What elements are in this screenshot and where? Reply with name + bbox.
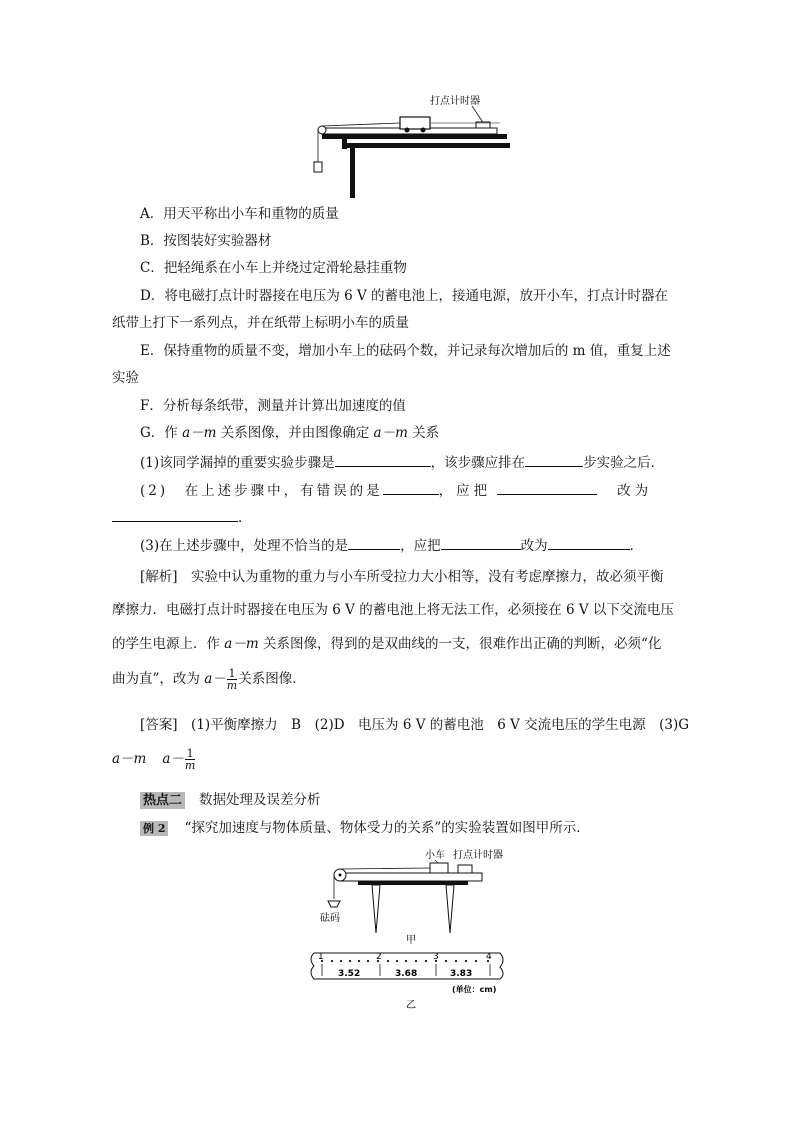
string-2h — [340, 868, 430, 869]
tape-dot — [475, 960, 477, 962]
q2-text-a: (2) 在上述步骤中，有错误的是 — [140, 483, 383, 499]
analysis-variable: a－ — [204, 671, 226, 687]
pulley — [318, 126, 326, 134]
tape-dot — [331, 960, 333, 962]
apparatus-figure-2 — [300, 845, 520, 1015]
tape-unit: (单位：cm) — [452, 985, 497, 994]
q3-answer-blank-3[interactable] — [548, 535, 630, 550]
timer-2 — [458, 865, 472, 873]
table-leg-right — [446, 885, 454, 933]
q3-text-b: ，应把 — [400, 538, 441, 554]
q2-text-b: ，应把 — [438, 483, 492, 499]
tape-dot — [367, 960, 369, 962]
analysis-line-3 — [112, 635, 661, 653]
tape-point-3: 3 — [433, 952, 439, 962]
hotspot-tag: 热点二 — [140, 792, 185, 809]
cart — [400, 117, 430, 129]
answer-line-2 — [112, 748, 196, 771]
q1-text-a: (1)该同学漏掉的重要实验步骤是 — [140, 455, 335, 471]
q2-answer-blank-2[interactable] — [497, 480, 597, 495]
q1-text-c: 步实验之后． — [583, 455, 665, 471]
q1-answer-blank-1[interactable] — [335, 452, 431, 467]
fraction-numerator: 1 — [228, 667, 236, 680]
step-c: C．把轻绳系在小车上并绕过定滑轮悬挂重物 — [140, 260, 407, 276]
tape-dot — [445, 960, 447, 962]
answer-variable: a－ — [162, 751, 184, 767]
q1-answer-blank-2[interactable] — [525, 452, 583, 467]
tape-distance-3: 3.83 — [450, 969, 473, 979]
tape-dot — [465, 960, 467, 962]
example-2 — [140, 819, 590, 837]
analysis-text-1: 实验中认为重物的重力与小车所受拉力大小相等，没有考虑摩擦力，故必须平衡 — [177, 569, 664, 585]
step-e-line2: 实验 — [112, 370, 139, 386]
tape-dot — [425, 960, 427, 962]
fraction-denominator: m — [226, 679, 238, 692]
step-d-line1: D．将电磁打点计时器接在电压为 6 V 的蓄电池上，接通电源，放开小车，打点计时器在 — [140, 288, 669, 304]
table-edge — [342, 139, 347, 149]
hotspot-heading — [140, 791, 321, 809]
tape-point-2: 2 — [376, 952, 382, 962]
tape-dot — [358, 960, 360, 962]
tape-dot — [415, 960, 417, 962]
tape-point-4: 4 — [486, 952, 492, 962]
cart-label: 小车 — [425, 850, 445, 861]
answer-line-1 — [140, 716, 689, 734]
analysis-text-3b: 关系图像，得到的是双曲线的一支，很难作出正确的判断，必须“化 — [258, 636, 662, 652]
step-g-post: 关系 — [407, 425, 440, 441]
apparatus-figure-1 — [300, 90, 520, 202]
question-2-continued — [112, 507, 252, 527]
caption-jia: 甲 — [406, 935, 416, 946]
analysis-text-3a: 的学生电源上．作 — [112, 636, 225, 652]
cart-wheel — [421, 128, 426, 133]
analysis-line-1 — [140, 568, 664, 586]
question-2 — [140, 480, 652, 500]
q3-answer-blank-1[interactable] — [348, 535, 400, 550]
hotspot-title: 数据处理及误差分析 — [199, 792, 321, 808]
step-f: F．分析每条纸带，测量并计算出加速度的值 — [140, 398, 406, 414]
answer-tag: [答案] — [140, 717, 178, 733]
answer-fraction-denominator: m — [184, 759, 196, 772]
table-leg-left — [372, 885, 380, 933]
q3-end: ． — [629, 538, 644, 554]
answer-text-1: (1)平衡摩擦力 B (2)D 电压为 6 V 的蓄电池 6 V 交流电压的学生电源 (3)G — [177, 717, 690, 733]
answer-fraction-numerator: 1 — [186, 747, 194, 760]
tape-distance-2: 3.68 — [395, 969, 418, 979]
q3-text-c: 改为 — [520, 538, 548, 554]
step-g-mid: 关系图像，并由图像确定 — [216, 425, 374, 441]
q3-text-a: (3)在上述步骤中，处理不恰当的是 — [140, 538, 349, 554]
step-a: A．用天平称出小车和重物的质量 — [140, 206, 339, 222]
q2-text-c: 改为 — [617, 483, 653, 499]
analysis-relation: a－m — [224, 636, 259, 652]
step-d-line2: 纸带上打下一系列点，并在纸带上标明小车的质量 — [112, 315, 409, 331]
tape-dot — [396, 960, 398, 962]
table-leg — [350, 148, 355, 198]
tape-dot — [387, 960, 389, 962]
timer-label-2: 打点计时器 — [453, 850, 503, 861]
step-g-pre: G．作 — [140, 425, 183, 441]
weight-hanger — [328, 901, 340, 907]
q2-answer-blank-1[interactable] — [383, 480, 439, 495]
analysis-text-4a: 曲为直”，改为 — [112, 671, 205, 687]
analysis-line-2: 摩擦力．电磁打点计时器接在电压为 6 V 的蓄电池上将无法工作，必须接在 6 V 以下交流电压 — [112, 602, 674, 618]
hanging-weight — [314, 162, 322, 172]
step-g-relation: a－m — [182, 425, 217, 441]
weight-label: 砝码 — [320, 913, 340, 924]
q1-text-b: ，该步骤应排在 — [430, 455, 526, 471]
tape-distance-1: 3.52 — [338, 969, 361, 979]
q3-answer-blank-2[interactable] — [441, 535, 521, 550]
table-top — [342, 143, 510, 148]
question-1 — [140, 452, 664, 472]
step-g-relation-2: a－m — [373, 425, 408, 441]
q2-end: ． — [238, 510, 252, 526]
step-g — [140, 424, 439, 442]
fraction-one-over-m — [227, 668, 237, 691]
table-top-2 — [358, 881, 468, 885]
step-e-line1: E．保持重物的质量不变，增加小车上的砝码个数，并记录每次增加后的 m 值，重复上述 — [140, 343, 671, 359]
example-tag: 例 2 — [140, 821, 168, 836]
analysis-text-4b: 关系图像． — [238, 671, 306, 687]
tape-point-1: 1 — [318, 952, 324, 962]
question-3 — [140, 535, 643, 555]
label-pointer — [472, 106, 484, 124]
answer-relation: a－m — [112, 751, 147, 767]
caption-yi: 乙 — [406, 1000, 416, 1011]
analysis-line-4 — [112, 668, 306, 691]
timer-label: 打点计时器 — [430, 96, 480, 107]
tape-dot — [349, 960, 351, 962]
cart-wheel — [405, 128, 410, 133]
step-b: B．按图装好实验器材 — [140, 233, 272, 249]
q2-answer-blank-3[interactable] — [112, 507, 238, 522]
answer-fraction — [185, 748, 195, 771]
track-base — [322, 134, 507, 139]
track-board-2 — [340, 873, 482, 881]
tape-dot — [340, 960, 342, 962]
pulley-axle — [339, 874, 342, 877]
tape-dot — [455, 960, 457, 962]
analysis-tag: [解析] — [140, 569, 178, 585]
string-h — [322, 123, 400, 126]
example-text: “探究加速度与物体质量、物体受力的关系”的实验装置如图甲所示． — [184, 820, 590, 836]
cart-2 — [430, 863, 448, 873]
tape-dot — [405, 960, 407, 962]
